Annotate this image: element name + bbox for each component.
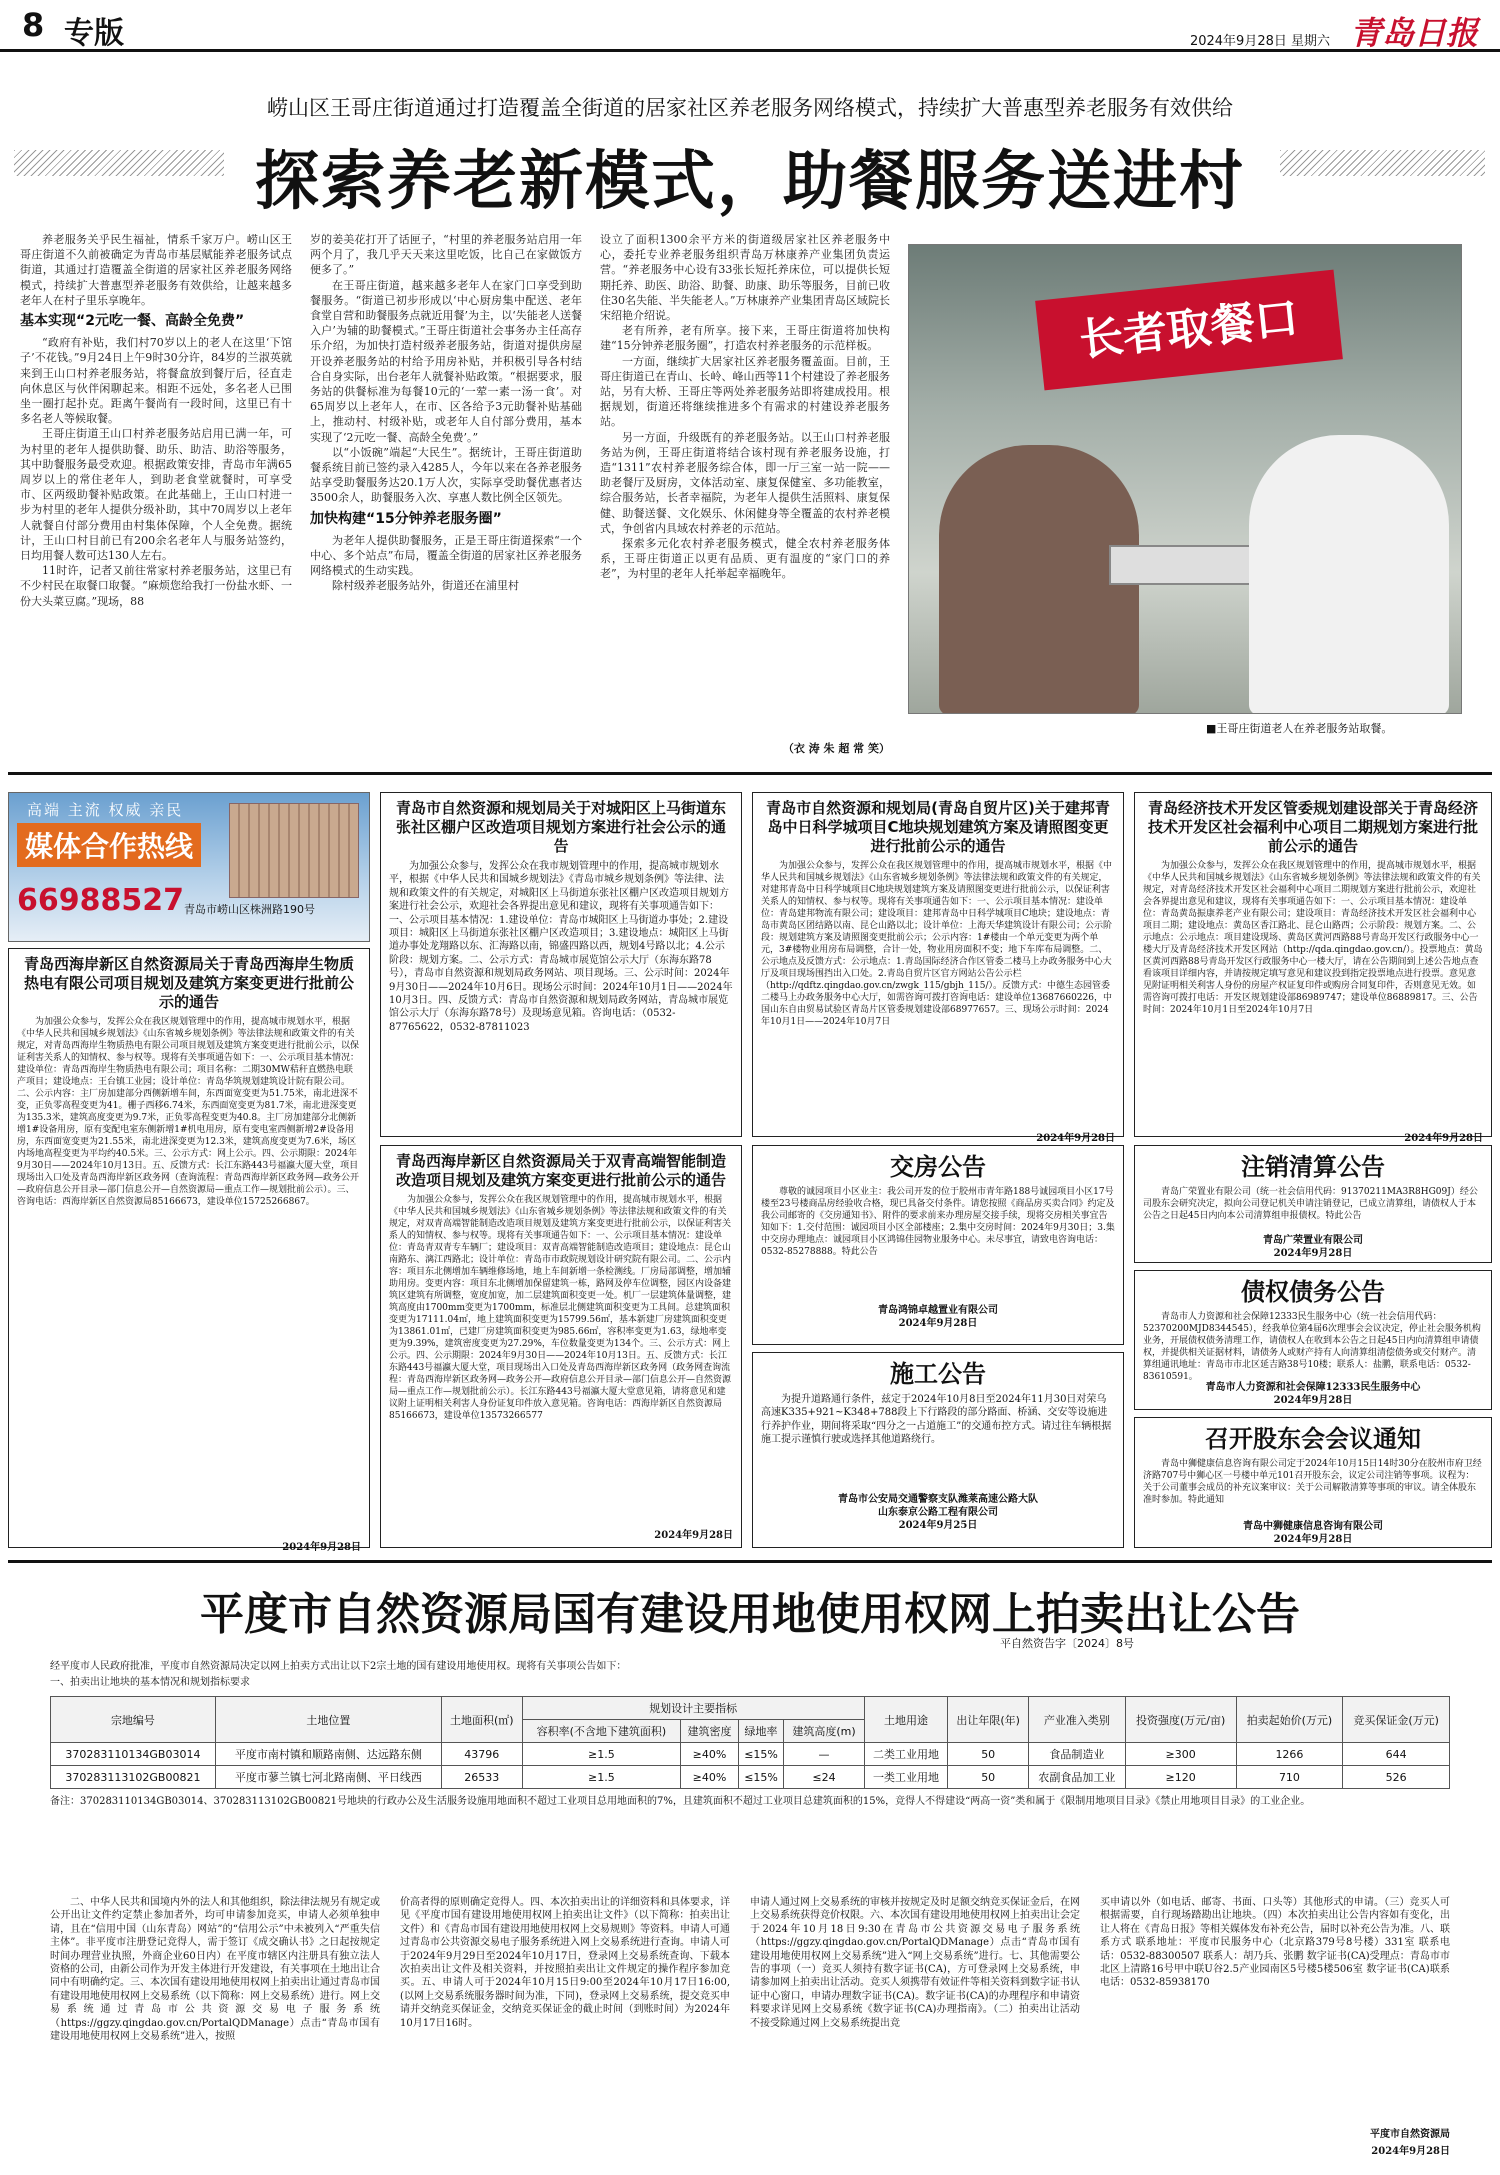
- th-location: 土地位置: [215, 1697, 441, 1743]
- notice-title: 交房公告: [890, 1153, 986, 1181]
- auction-column-4: 买申请以外（如电话、邮寄、书面、口头等）其他形式的申请。（三）竞买人可根据需要，自行现场踏勘出让地块。（四）本次拍卖出让公告内容如有变化，出让人将在《青岛日报》等相关媒体发布补充公告，届时以补充公告为准。八、联系方式 联系地址：平度市民服务中心（北京路379号8号楼）331室 联系电话：0532-88300507 联系人：胡乃兵、张鹏 数字证书(CA)受理点：青岛市市北区上清路16号甲中联U谷2.5产业园南区5号楼5楼506室 数字证书(CA)联系电话：0532-85938170: [1100, 1897, 1450, 1989]
- auction-column-3: 申请人通过网上交易系统的审核并按规定及时足额交纳竞买保证金后，在网上交易系统获得竞价权限。六、本次国有建设用地使用权网上拍卖出让会定于2024年10月18日9:30在青岛市公共资源交易电子服务系统（https://ggzy.qingdao.gov.cn/PortalQDManage）点击“青岛市国有建设用地使用权网上交易系统”进入“网上交易系统”进行。七、其他需要公告的事项（一）竞买人须持有数字证书(CA)，方可登录网上交易系统，申请参加网上拍卖出让活动。竞买人须携带有效证件等相关资料到数字证书认证中心窗口，申请办理数字证书(CA)。数字证书(CA)的办理程序和申请资料要求详见网上交易系统《数字证书(CA)办理指南》。（二）拍卖出让活动不接受除通过网上交易系统提出竞: [750, 1897, 1080, 2029]
- table-note: 备注：370283110134GB03014、370283113102GB00821号地块的行政办公及生活服务设施用地面积不超过工业项目总用地面积的7%，且建筑面积不超过工业项目总建筑面积的15%，竞得人不得建设“两高一资”类和属于《限制用地项目目录》《禁止用地项目目录》的工业企业。: [50, 1796, 1311, 1807]
- issue-date: 2024年9月28日 星期六: [1189, 34, 1330, 49]
- notice-title: 青岛经济技术开发区管委规划建设部关于青岛经济技术开发区社会福利中心项目二期规划方案进行批前公示的通告: [1147, 799, 1478, 855]
- notice-body: 为加强公众参与，发挥公众在我市规划管理中的作用，提高城市规划水平，根据《中华人民共和国城乡规划法》《青岛市城乡规划条例》等法律、法规和政策文件的有关规定，对城阳区上马街道东张社区棚户区改造项目规划方案进行社会公示，欢迎社会各界提出意见和建议，现将有关事项通告如下：一、公示项目基本情况：1.建设单位：青岛市城阳区上马街道办事处；2.建设项目：城阳区上马街道东张社区棚户区改造项目；3.建设地点：城阳区上马街道办事处龙翔路以东、汇海路以南，锦盛四路以西，规划4号路以北；4.公示阶段：规划方案。二、公示方式：青岛城市展览馆公示大厅（东海东路78号），青岛市自然资源和规划局政务网站、项目现场。三、公示时间：2024年9月30日——2024年10月6日。现场公示时间：2024年10月1日——2024年10月3日。四、反馈方式：青岛市自然资源和规划局政务网站，青岛城市展览馆公示大厅（东海东路78号）及现场意见箱。咨询电话：（0532-87765622，0532-87811023: [389, 861, 733, 1033]
- ad-building-image: [229, 803, 359, 898]
- notice-n7: [1134, 1145, 1492, 1263]
- notice-sign: 青岛市公安局交通警察支队潍莱高速公路大队 山东泰京公路工程有限公司 2024年9月25日: [838, 1494, 1038, 1531]
- article-title: 探索养老新模式，助餐服务送进村: [255, 144, 1245, 219]
- auction-sign-date: 2024年9月28日: [1371, 2146, 1450, 2157]
- notice-sign: 2024年9月28日: [1036, 1133, 1115, 1144]
- photo-caption: ■王哥庄街道老人在养老服务站取餐。: [1206, 722, 1393, 735]
- land-table-wrapper: [50, 1696, 1450, 1808]
- notice-sign: 青岛中狮健康信息咨询有限公司 2024年9月28日: [1243, 1521, 1383, 1545]
- article-kicker: 崂山区王哥庄街道通过打造覆盖全街道的居家社区养老服务网络模式，持续扩大普惠型养老服务有效供给: [267, 96, 1233, 120]
- notice-title: 召开股东会会议通知: [1205, 1425, 1421, 1453]
- notice-title: 青岛市自然资源和规划局关于对城阳区上马街道东张社区棚户区改造项目规划方案进行社会公示的通告: [395, 799, 726, 855]
- photo-sign: 长者取餐口: [1035, 270, 1343, 391]
- th-far: 容积率(不含地下建筑面积): [522, 1720, 680, 1743]
- notice-body: 尊敬的诚园项目小区业主：我公司开发的位于胶州市青年路188号诚园项目小区17号楼至23号楼商品房经验收合格，现已具备交付条件。请您按照《商品房买卖合同》约定及我公司邮寄的《交房通知书》、附件的要求前来办理房屋交接手续，现将交房相关事宜告知如下：1.交付范围：诚园项目小区全部楼座；2.集中交房时间：2024年9月30日；3.集中交房办理地点：诚园项目小区鸿锦佳园物业服务中心。未尽事宜，请致电咨询电话：0532-85278888。特此公告: [761, 1187, 1115, 1257]
- th-deposit: 竞买保证金(万元): [1343, 1697, 1450, 1743]
- th-investment: 投资强度(万元/亩): [1125, 1697, 1236, 1743]
- auction-section-1: 一、拍卖出让地块的基本情况和规划指标要求: [50, 1677, 250, 1688]
- th-height: 建筑高度(m): [784, 1720, 864, 1743]
- notice-n3: [752, 792, 1124, 1144]
- notice-body: 为加强公众参与，发挥公众在我区规划管理中的作用，提高城市规划水平，根据《中华人民共和国城乡规划法》《山东省城乡规划条例》等法律法规和政策文件的有关规定，对青岛经济技术开发区社会福利中心项目二期规划方案进行批前公示，欢迎社会各界提出意见和建议，现将有关事项通告如下：一、公示项目基本情况：建设单位：青岛黄岛振康养老产业有限公司；建设项目：青岛经济技术开发区社会福利中心项目二期；建设地点：黄岛区香江路北、昆仑山路西；公示阶段：规划方案。二、公示地点：公示地点：项目建设现场、黄岛区黄河西路88号青岛开发区行政服务中心一楼大厅及青岛经济技术开发区网站（http://qda.qingdao.gov.cn/）。投票地点：黄岛区黄河西路88号青岛开发区行政服务中心一楼大厅，请在公告期间到上述公告地点查看该项目详细内容，并请按规定填写意见和建议投到指定投票地点进行投票。意见意见附证明相关利害人身份的房屋产权证复印件或购房合同复印件，否则意见无效。如需咨询可拨打电话：开发区规划建设部86989747；建设单位86889817。三、公告时间：2024年10月1日至2024年10月7日: [1143, 861, 1483, 1015]
- article-subhead-1: 基本实现“2元吃一餐、高龄全免费”: [20, 313, 245, 330]
- notice-sign: 青岛市人力资源和社会保障12333民生服务中心 2024年9月28日: [1205, 1382, 1421, 1406]
- auction-sign-org: 平度市自然资源局: [1370, 2129, 1450, 2140]
- ad-phone: 66988527: [17, 883, 184, 918]
- ad-address: 青岛市崂山区株洲路190号: [184, 903, 315, 916]
- notice-sign: 2024年9月28日: [654, 1530, 733, 1541]
- auction-column-2: 价高者得的原则确定竞得人。四、本次拍卖出让的详细资料和具体要求，详见《平度市国有建设用地使用权网上拍卖出让文件》（以下简称：拍卖出让文件）和《青岛市国有建设用地使用权网上交易规则》等资料。申请人可通过青岛市公共资源交易电子服务系统进入网上交易系统进行查询。申请人可于2024年9月29日至2024年10月17日，登录网上交易系统查询、下载本次拍卖出让文件及相关资料，并按照拍卖出让文件规定的操作程序参加竞买。五、申请人可于2024年10月15日9:00至2024年10月17日16:00,(以网上交易系统服务器时间为准，下同)，登录网上交易系统，提交竞买申请并交纳竞买保证金，交纳竞买保证金的截止时间（到账时间）为2024年10月17日16时。: [400, 1897, 730, 2029]
- notice-n1: [8, 948, 370, 1553]
- ad-tagline: 高端 主流 权威 亲民: [27, 801, 184, 819]
- media-ad: [8, 792, 370, 942]
- th-planning: 规划设计主要指标: [522, 1697, 864, 1720]
- notice-body: 青岛市人力资源和社会保障12333民生服务中心（统一社会信用代码：52370200MJD8344545），经我单位第4届6次理事会会议决定，停止社会服务机构业务，开展债权债务清理工作，请债权人在收到本公告之日起45日内向清算组申请债权，并提供相关证据材料，请债务人或财产持有人向清算组清偿债务或交付财产。清算组通讯地址：青岛市市北区延吉路38号10楼；联系人：盐鹏，联系电话：0532-83610591。: [1143, 1312, 1481, 1381]
- article-byline: （衣 涛 朱 超 常 笑）: [782, 742, 890, 755]
- notice-n5: [380, 1145, 742, 1548]
- th-start-price: 拍卖起始价(万元): [1236, 1697, 1343, 1743]
- notice-title: 青岛西海岸新区自然资源局关于青岛西海岸生物质热电有限公司项目规划及建筑方案变更进行批前公示的通告: [23, 955, 354, 1011]
- notice-title: 注销清算公告: [1241, 1153, 1385, 1181]
- notice-body: 青岛广荣置业有限公司（统一社会信用代码：91370211MA3R8HG09J）经公司股东会研究决定，拟向公司登记机关申请注销登记，已成立清算组，请债权人于本公告之日起45日内向本公司清算组申报债权。特此公告: [1143, 1187, 1478, 1221]
- newspaper-logo: 青岛日报: [1349, 14, 1478, 52]
- notice-body: 为加强公众参与，发挥公众在我区规划管理中的作用，提高城市规划水平，根据《中华人民共和国城乡规划法》《山东省城乡规划条例》等法律法规和政策文件的有关规定，对建邦青岛中日科学城项目C地块规划建筑方案及请照图变更进行批前公示，以保证利害关系人的知情权、参与权等。现将有关事项通告如下：一、公示项目基本情况：建设单位：青岛建邦物流有限公司；建设项目：建邦青岛中日科学城项目C地块；建设地点：青岛市黄岛区团结路以南、昆仑山路以北；设计单位：上海天华建筑设计有限公司；公示阶段：规划建筑方案及请照图变更批前公示；公示内容：1#楼由一个单元变更为两个单元，3#楼物业用房布局调整，合计一处，物业用房面积不变；地下车库布局调整。二、公示地点及反馈方式：公示地点：1.青岛国际经济合作区管委二楼马上办政务服务中心大厅及项目现场围挡出入口处。2.青岛自贸片区官方网站公告公示栏（http://qdftz.qingdao.gov.cn/zwgk_115/gbjh_115/）。反馈方式：中德生态园管委二楼马上办政务服务中心大厅，如需咨询可拨打咨询电话：建设单位13687660226，中国山东自由贸易试验区青岛片区管委规划建设部68977657。三、现场公示时间：2024年10月1日——2024年10月7日: [761, 861, 1113, 1027]
- article-column-3: 设立了面积1300余平方米的街道级居家社区养老服务中心，委托专业养老服务组织青岛万林康养产业集团负责运营。“养老服务中心设有33张长短托养床位，可以提供长短期托养、助医、助浴、助餐、助康、助乐等服务，目前已收住30名失能、半失能老人。”万林康养产业集团青岛区域院长宋绍艳介绍说。 老有所养，老有所享。接下来，王哥庄街道将加快构建“15分钟养老服务圈”，打造农村养老服务的示范样板。 一方面，继续扩大居家社区养老服务覆盖面。目前，王哥庄街道已在青山、长岭、峰山西等11个村建设了养老服务站，另有大桥、王哥庄等两处养老服务站即将建成投用。根据规划，街道还将继续推进多个有需求的村建设养老服务站。 另一方面，升级既有的养老服务站。以王山口村养老服务站为例，王哥庄街道将结合该村现有养老服务设施，打造“1311”农村养老服务综合体，即一厅三室一站一院——助老餐厅及厨房，文体活动室、康复保健室、多功能教室，综合服务站，长者幸福院，为老年人提供生活照料、康复保健、助餐送餐、文化娱乐、休闲健身等全覆盖的农村养老模式，争创省内具域农村养老的示范站。 探索多元化农村养老服务模式，健全农村养老服务体系，王哥庄街道正以更有品质、更有温度的“家门口的养老”，为村里的老年人托举起幸福晚年。: [600, 233, 890, 581]
- notice-n6: [752, 1145, 1124, 1345]
- article-photo: [908, 244, 1462, 714]
- th-area: 土地面积(㎡): [441, 1697, 522, 1743]
- land-table: [50, 1696, 1450, 1789]
- th-years: 出让年限(年): [948, 1697, 1029, 1743]
- notice-n4: [1134, 792, 1492, 1144]
- ad-headline: 媒体合作热线: [17, 823, 201, 867]
- th-green: 绿地率: [738, 1720, 784, 1743]
- page-number: 8: [22, 6, 45, 44]
- divider: [8, 1560, 1492, 1563]
- th-industry: 产业准入类别: [1029, 1697, 1126, 1743]
- table-row: 370283113102GB00821 平度市蓼兰镇七河北路南侧、平日线西 26533 ≥1.5 ≥40% ≤15% ≤24 一类工业用地 50 农副食品加工业 ≥120 710 526: [51, 1766, 1450, 1789]
- article-subhead-2: 加快构建“15分钟养老服务圈”: [310, 510, 502, 527]
- notice-body: 青岛中狮健康信息咨询有限公司定于2024年10月15日14时30分在胶州市府卫经济路707号中狮心区一号楼中单元101召开股东会，议定公司注销等事项。议程为：关于公司董事会成员的补充议案审议：关于公司解散清算等事项的审议。请全体股东准时参加。特此通知: [1143, 1459, 1482, 1505]
- notice-sign: 青岛鸿锦卓越置业有限公司 2024年9月28日: [878, 1305, 998, 1329]
- auction-intro: 经平度市人民政府批准，平度市自然资源局决定以网上拍卖方式出让以下2宗土地的国有建设用地使用权。现将有关事项公告如下：: [50, 1661, 627, 1672]
- auction-title: 平度市自然资源局国有建设用地使用权网上拍卖出让公告: [200, 1589, 1300, 1640]
- notice-sign: 2024年9月28日: [282, 1542, 361, 1553]
- th-density: 建筑密度: [681, 1720, 739, 1743]
- notice-n2: [380, 792, 742, 1137]
- auction-doc-number: 平自然资告字〔2024〕8号: [1000, 1637, 1134, 1650]
- notice-sign: 青岛广荣置业有限公司 2024年9月28日: [1263, 1235, 1363, 1259]
- notice-title: 青岛市自然资源和规划局(青岛自贸片区)关于建邦青岛中日科学城项目C地块规划建筑方案及请照图变更进行批前公示的通告: [766, 799, 1110, 855]
- notice-title: 青岛西海岸新区自然资源局关于双青高端智能制造改造项目规划及建筑方案变更进行批前公示的通告: [395, 1152, 726, 1189]
- notice-body: 为提升道路通行条件，兹定于2024年10月8日至2024年11月30日对荣乌高速K335+921~K348+788段上下行路段的部分路面、桥涵、交安等设施进行养护作业，期间将采取“四分之一占道施工”的交通布控方式。请过往车辆根据施工提示谨慎行驶或选择其他道路绕行。: [761, 1394, 1112, 1446]
- notice-n10: [1134, 1417, 1492, 1548]
- notice-n8: [752, 1352, 1124, 1548]
- photo-staff-member: [1249, 435, 1449, 714]
- article-column-2: 岁的姜美花打开了话匣子，“村里的养老服务站启用一年两个月了，我几乎天天来这里吃饭，比自己在家做饭方便多了。” 在王哥庄街道，越来越多老年人在家门口享受到助餐服务。“街道已初步形成以‘中心厨房集中配送、老年食堂自营和助餐服务点就近用餐’为主，以‘失能老人送餐入户’为辅的助餐模式。”王哥庄街道社会事务办主任高存乐介绍，为加快打造村级养老服务站，街道对提供房屋开设养老服务站的村给予用房补贴，并积极引导各村结合自身实际，出台老年人就餐补贴政策。“根据要求，服务站的供餐标准为每餐10元的‘一荤一素一汤一食’。对65周岁以上老年人，在市、区各给予3元助餐补贴基础上，推动村、村级补贴，或老年人自付部分费用，基本实现了‘2元吃一餐、高龄全免费’。” 以“小饭碗”端起“大民生”。据统计，王哥庄街道助餐系统目前已签约录入4285人，今年以来在各养老服务站享受助餐服务达20.1万人次，实际享受助餐优惠者达3500余人，助餐服务入次、享惠人数比例全区领先。 加快构建“15分钟养老服务圈” 为老年人提供助餐服务，正是王哥庄街道探索“一个中心、多个站点”布局，覆盖全街道的居家社区养老服务网络模式的生动实践。 除村级养老服务站外，街道还在浦里村: [310, 233, 582, 593]
- notice-body: 为加强公众参与，发挥公众在我区规划管理中的作用，提高城市规划水平，根据《中华人民共和国城乡规划法》《山东省城乡规划条例》等法律法规和政策文件的有关规定，对青岛西海岸生物质热电有限公司项目规划及建筑方案变更进行批前公示，以保证利害关系人的知情权、参与权等。现将有关事项通告如下：一、公示项目基本情况：建设单位：青岛西海岸生物质热电有限公司；项目名称：二期30MW秸秆直燃热电联产项目；建设地点：王台镇工业园；设计单位：青岛华筑规划建筑设计院有限公司。二、公示内容：主厂房加建部分西侧新增车间，东西面宽变更为51.75米，南北进深不变，正负零高程变更为41。栅子西移6.74米，东西面宽变更为81.7米，南北进深变更为135.3米，建筑高度变更为9.7米，正负零高程变更为40.8。主厂房加建部分北侧新增1#设备用房，原有变配电室东侧新增1#机电用房，原有变电室西侧新增2#设备用房，东西面宽变更为21.55米，南北进深变更为12.3米，建筑高度变更为7.6米，场区内场地高程变更为平均约40.5米。三、公示方式：网上公示。四、公示期限：2024年9月30日——2024年10月13日。五、反馈方式：长江东路443号福瀛大厦大堂，项目现场出入口处及青岛西海岸新区政务网（查询流程：青岛西海岸新区政务网—政务公开—政府信息公开目录—部门信息公开—自然资源局—重点工作—规划批前公示）。三、咨询电话：西海岸新区自然资源局85166673，建设单位15725266867。: [17, 1017, 360, 1207]
- th-parcel-no: 宗地编号: [51, 1697, 216, 1743]
- section-name: 专版: [64, 16, 124, 51]
- article-column-1: 养老服务关乎民生福祉，情系千家万户。崂山区王哥庄街道不久前被确定为青岛市基层赋能养老服务试点街道，其通过打造覆盖全街道的居家社区养老服务网络模式，持续扩大普惠型养老服务有效供给，让越来越多老年人在村子里乐享晚年。 基本实现“2元吃一餐、高龄全免费” “政府有补贴，我们村70岁以上的老人在这里‘下馆子’不花钱。”9月24日上午9时30分许，84岁的兰淑英就来到王山口村养老服务站，将餐盒放到餐厅后，径直走向休息区与伙伴闲聊起来。相距不远处，多名老人已围坐一圈打起扑克。距离午餐尚有一段时间，这里已有十多名老人等候取餐。 王哥庄街道王山口村养老服务站启用已满一年，可为村里的老年人提供助餐、助乐、助洁、助浴等服务，其中助餐服务最受欢迎。根据政策安排，青岛市年满65周岁以上的常住老年人，到助老食堂就餐时，可享受市、区两级助餐补贴政策。在此基础上，王山口村进一步为村里的老年人提供分级补助，其中70周岁以上老年人就餐自付部分费用由村集体保障，个人全免费。据统计，王山口村目前已有200余名老年人与服务站签约，日均用餐人数可达130人左右。 11时许，记者又前往常家村养老服务站，这里已有不少村民在取餐口取餐。“麻烦您给我打一份盐水虾、一份大头菜豆腐。”现场，88: [20, 233, 292, 608]
- table-row: 370283110134GB03014 平度市南村镇和顺路南侧、达远路东侧 43796 ≥1.5 ≥40% ≤15% — 二类工业用地 50 食品制造业 ≥300 1266 644: [51, 1743, 1450, 1766]
- notice-title: 施工公告: [890, 1360, 986, 1388]
- divider: [8, 772, 1492, 775]
- th-use: 土地用途: [864, 1697, 948, 1743]
- notice-title: 债权债务公告: [1241, 1278, 1385, 1306]
- auction-column-1: 二、中华人民共和国境内外的法人和其他组织，除法律法规另有规定或公开出让文件约定禁止参加者外，均可申请参加竞买，申请人必须单独申请，且在“信用中国（山东青岛）网站”的“信用公示”中未被列入“严重失信主体”。非平度市注册登记竞得人，需于签订《成交确认书》之日起按规定时间办理营业执照，外商企业60日内）在平度市辖区内注册具有独立法人资格的公司，由新公司作为开发主体进行开发建设，有关事项在土地出让合同中有明确约定。三、本次国有建设用地使用权网上拍卖出让通过青岛市国有建设用地使用权网上交易系统（以下简称：网上交易系统）进行。网上交易系统通过青岛市公共资源交易电子服务系统（https://ggzy.qingdao.gov.cn/PortalQDManage）点击“青岛市国有建设用地使用权网上交易系统”进入，按照: [50, 1897, 380, 2043]
- notice-sign: 2024年9月28日: [1404, 1133, 1483, 1144]
- notice-body: 为加强公众参与，发挥公众在我区规划管理中的作用，提高城市规划水平，根据《中华人民共和国城乡规划法》《山东省城乡规划条例》等法律法规和政策文件的有关规定，对双青高端智能制造改造项目规划及建筑方案变更进行批前公示，以保证利害关系人的知情权、参与权等。现将有关事项通告如下：一、公示项目基本情况：建设单位：青岛青双青专车辆厂；建设项目：双青高端智能制造改造项目；建设地点：昆仑山南路东、漓江西路北；设计单位：青岛市市政院规划设计研究院有限公司。二、公示内容：项目东北侧增加车辆维修场地，地上车间新增一条检测线。厂房局部调整，增加辅助用房。变更内容：项目东北侧增加保留建筑一栋，路网及停车位调整，园区内设备建筑区建筑有所调整，宽度加宽，加二层建筑面积变更一处。机厂一层建筑体量调整，建筑高度由1700mm变更为1700mm，标准层北侧建筑面积变更为工具间。总建筑面积变更为17111.04㎡，地上建筑面积变更为15799.56㎡，基本新建厂房建筑面积变更为13861.01㎡，已建厂房建筑面积变更为985.66㎡，容积率变更为1.63，绿地率变更为9.39%，建筑密度变更为27.29%，车位数量变更为134个。三、公示方式：网上公示。四、公示期限：2024年9月30日——2024年10月13日。五、反馈方式：长江东路443号福瀛大厦大堂，项目现场出入口处及青岛西海岸新区政务网（政务网查询流程：青岛西海岸新区政务网—政务公开—政府信息公开目录—部门信息公开—自然资源局—重点工作—规划批前公示）。长江东路443号福瀛大厦大堂意见箱，请将意见和建议附上证明相关利害人身份证复印件放入意见箱。咨询电话：西海岸新区自然资源局85166673，建设单位13573266577: [389, 1195, 732, 1421]
- notice-n9: [1134, 1270, 1492, 1410]
